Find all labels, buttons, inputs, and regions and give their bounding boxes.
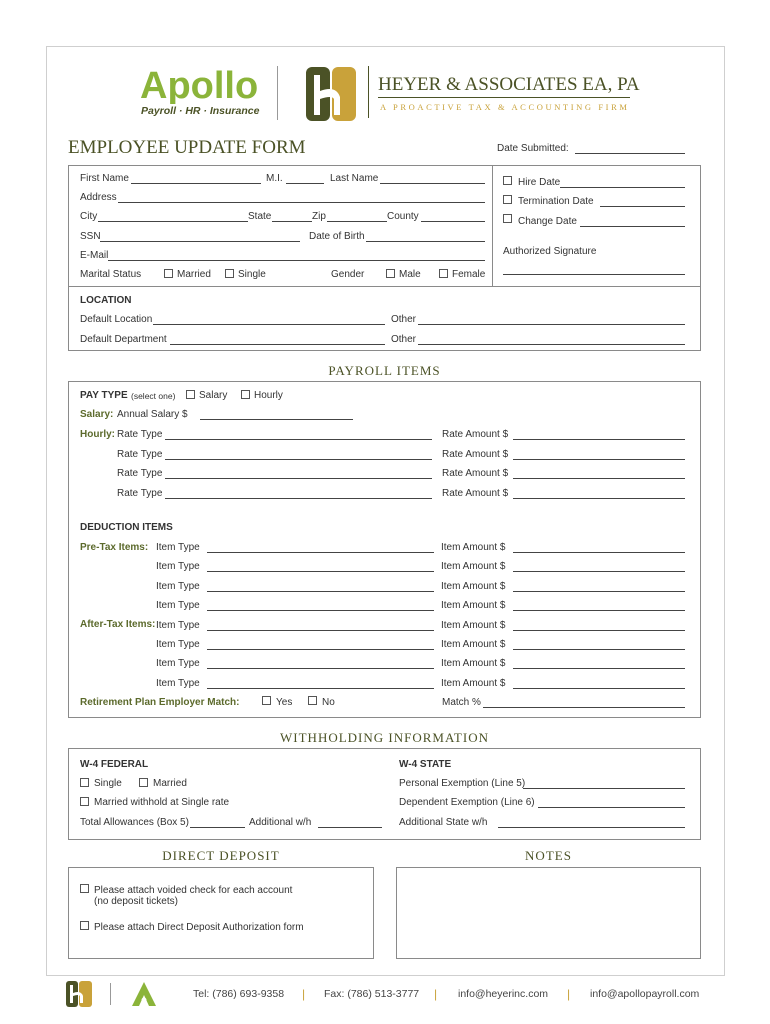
married-single-rate-label: Married withhold at Single rate	[94, 797, 230, 808]
apollo-wordmark: Apollo	[140, 65, 258, 104]
female-label: Female	[452, 269, 486, 280]
gender-label: Gender	[331, 269, 365, 280]
heyer-name-divider	[368, 66, 369, 118]
retirement-yes-checkbox[interactable]	[262, 696, 271, 705]
notes-box[interactable]	[396, 867, 701, 959]
county-label: County	[387, 211, 419, 222]
email-label: E-Mail	[80, 250, 109, 261]
location-other-label: Other	[391, 314, 417, 325]
married-single-rate-checkbox[interactable]	[80, 797, 89, 806]
last-name-label: Last Name	[330, 173, 379, 184]
termination-date-checkbox[interactable]	[503, 195, 512, 204]
match-pct-label: Match %	[442, 697, 481, 708]
federal-married-label: Married	[153, 778, 187, 789]
retirement-no-checkbox[interactable]	[308, 696, 317, 705]
termination-date-label: Termination Date	[518, 196, 594, 207]
additional-state-wh-label: Additional State w/h	[399, 817, 488, 828]
footer-separator-3: |	[567, 987, 571, 1001]
male-label: Male	[399, 269, 421, 280]
heyer-icon	[306, 67, 356, 126]
footer-apollo-icon	[130, 980, 158, 1013]
mi-label: M.I.	[266, 173, 283, 184]
change-date-label: Change Date	[518, 216, 577, 227]
no-deposit-tickets-label: (no deposit tickets)	[94, 896, 178, 907]
footer-separator-1: |	[302, 987, 306, 1001]
item-amount-field[interactable]	[513, 630, 685, 631]
footer-tel: Tel: (786) 693-9358	[193, 988, 285, 1000]
item-amount-field[interactable]	[513, 591, 685, 592]
female-checkbox[interactable]	[439, 269, 448, 278]
item-amount-field[interactable]	[513, 649, 685, 650]
apollo-tagline: Payroll · HR · Insurance	[141, 105, 260, 117]
last-name-field[interactable]	[380, 183, 485, 184]
state-label: State	[248, 211, 272, 222]
additional-wh-label: Additional w/h	[249, 817, 312, 828]
rate-amount-label: Rate Amount $	[442, 487, 509, 499]
date-submitted-label: Date Submitted:	[497, 143, 569, 154]
retirement-match-label: Retirement Plan Employer Match:	[80, 697, 240, 708]
footer-email-apollo[interactable]: info@apollopayroll.com	[590, 988, 700, 1000]
rate-type-label: Rate Type	[117, 468, 163, 479]
rate-amount-label: Rate Amount $	[442, 429, 509, 440]
authorized-signature-label: Authorized Signature	[503, 246, 597, 257]
item-amount-label: Item Amount $	[441, 677, 506, 689]
item-type-label: Item Type	[156, 619, 200, 631]
item-amount-label: Item Amount $	[441, 639, 506, 650]
retirement-yes-label: Yes	[276, 697, 293, 708]
county-field[interactable]	[421, 221, 485, 222]
rate-amount-field[interactable]	[513, 478, 685, 479]
married-checkbox[interactable]	[164, 269, 173, 278]
location-heading: LOCATION	[80, 295, 132, 306]
item-type-field[interactable]	[207, 571, 434, 572]
rate-amount-field[interactable]	[513, 459, 685, 460]
rate-type-label: Rate Type	[117, 487, 163, 499]
state-field[interactable]	[272, 221, 312, 222]
federal-single-checkbox[interactable]	[80, 778, 89, 787]
address-field[interactable]	[118, 202, 485, 203]
item-type-label: Item Type	[156, 600, 200, 612]
hourly-section-label: Hourly:	[80, 429, 115, 440]
hire-date-field[interactable]	[560, 187, 685, 188]
termination-date-field[interactable]	[600, 206, 685, 207]
annual-salary-label: Annual Salary $	[117, 409, 188, 420]
single-label: Single	[238, 269, 266, 280]
pay-type-label: PAY TYPE	[80, 390, 128, 401]
footer-logo-divider	[110, 983, 111, 1005]
total-allowances-label: Total Allowances (Box 5)	[80, 817, 189, 828]
form-title: EMPLOYEE UPDATE FORM	[68, 137, 306, 158]
voided-check-label: Please attach voided check for each account	[94, 885, 293, 896]
heyer-name-rule	[378, 97, 630, 98]
item-type-field[interactable]	[207, 668, 434, 669]
dd-form-label: Please attach Direct Deposit Authorization form	[94, 922, 304, 933]
default-location-label: Default Location	[80, 314, 153, 325]
item-amount-label: Item Amount $	[441, 561, 506, 573]
item-type-field[interactable]	[207, 649, 434, 650]
rate-amount-label: Rate Amount $	[442, 448, 509, 460]
item-amount-field[interactable]	[513, 688, 685, 689]
direct-deposit-heading: DIRECT DEPOSIT	[162, 848, 280, 863]
item-type-field[interactable]	[207, 591, 434, 592]
heyer-tagline: A PROACTIVE TAX & ACCOUNTING FIRM	[380, 102, 630, 112]
w4-state-heading: W-4 STATE	[399, 759, 452, 770]
additional-state-wh-field[interactable]	[498, 827, 685, 828]
authorized-signature-field[interactable]	[503, 274, 685, 275]
annual-salary-field[interactable]	[200, 419, 353, 420]
total-allowances-field[interactable]	[190, 827, 245, 828]
default-location-field[interactable]	[153, 324, 385, 325]
rate-type-label: Rate Type	[117, 448, 163, 460]
department-other-label: Other	[391, 334, 417, 345]
hire-date-checkbox[interactable]	[503, 176, 512, 185]
logo-divider	[277, 66, 278, 120]
item-type-label: Item Type	[156, 561, 200, 573]
rate-type-field[interactable]	[165, 478, 432, 479]
after-tax-label: After-Tax Items:	[80, 619, 156, 630]
default-department-field[interactable]	[170, 344, 385, 345]
item-amount-label: Item Amount $	[441, 542, 506, 553]
rate-type-field[interactable]	[165, 459, 432, 460]
item-amount-label: Item Amount $	[441, 580, 506, 592]
marital-status-label: Marital Status	[80, 269, 142, 280]
withholding-heading: WITHHOLDING INFORMATION	[280, 730, 489, 745]
item-amount-label: Item Amount $	[441, 600, 506, 612]
rate-type-field[interactable]	[165, 498, 432, 499]
department-other-field[interactable]	[418, 344, 685, 345]
first-name-field[interactable]	[131, 183, 261, 184]
rate-type-label: Rate Type	[117, 429, 163, 440]
item-type-label: Item Type	[156, 639, 200, 650]
change-date-checkbox[interactable]	[503, 214, 512, 223]
single-checkbox[interactable]	[225, 269, 234, 278]
deduction-items-heading: DEDUCTION ITEMS	[80, 522, 173, 533]
dependent-exemption-label: Dependent Exemption (Line 6)	[399, 797, 535, 808]
hourly-checkbox[interactable]	[241, 390, 250, 399]
change-date-field[interactable]	[580, 226, 685, 227]
employee-box-divider	[492, 165, 493, 286]
employee-box-hdivider	[68, 286, 701, 287]
hire-date-label: Hire Date	[518, 177, 561, 188]
dob-field[interactable]	[366, 241, 485, 242]
city-label: City	[80, 211, 98, 222]
dependent-exemption-field[interactable]	[538, 807, 685, 808]
footer-email-heyer[interactable]: info@heyerinc.com	[458, 988, 549, 1000]
item-type-label: Item Type	[156, 677, 200, 689]
item-type-label: Item Type	[156, 580, 200, 592]
item-type-field[interactable]	[207, 630, 434, 631]
footer-heyer-icon	[66, 981, 92, 1012]
male-checkbox[interactable]	[386, 269, 395, 278]
federal-single-label: Single	[94, 778, 122, 789]
pre-tax-label: Pre-Tax Items:	[80, 542, 149, 553]
heyer-firm-name: HEYER & ASSOCIATES EA, PA	[378, 74, 640, 95]
direct-deposit-box	[68, 867, 374, 959]
dd-form-checkbox[interactable]	[80, 921, 89, 930]
salary-option-label: Salary	[199, 390, 228, 401]
item-type-field[interactable]	[207, 552, 434, 553]
item-amount-field[interactable]	[513, 610, 685, 611]
personal-exemption-label: Personal Exemption (Line 5)	[399, 778, 526, 789]
location-other-field[interactable]	[418, 324, 685, 325]
salary-checkbox[interactable]	[186, 390, 195, 399]
rate-type-field[interactable]	[165, 439, 432, 440]
date-submitted-field[interactable]	[575, 153, 685, 154]
item-type-label: Item Type	[156, 542, 200, 553]
apollo-logo-mark	[140, 64, 258, 104]
voided-check-checkbox[interactable]	[80, 884, 89, 893]
select-one-hint: (select one)	[131, 391, 176, 401]
rate-amount-label: Rate Amount $	[442, 468, 509, 479]
match-pct-field[interactable]	[483, 707, 685, 708]
address-label: Address	[80, 192, 117, 203]
first-name-label: First Name	[80, 173, 129, 184]
payroll-items-heading: PAYROLL ITEMS	[328, 363, 441, 378]
notes-heading: NOTES	[525, 848, 572, 863]
email-field[interactable]	[108, 260, 485, 261]
footer-fax: Fax: (786) 513-3777	[324, 988, 420, 1000]
w4-federal-heading: W-4 FEDERAL	[80, 759, 149, 770]
hourly-option-label: Hourly	[254, 390, 283, 401]
footer-separator-2: |	[434, 987, 438, 1001]
item-amount-field[interactable]	[513, 571, 685, 572]
rate-amount-field[interactable]	[513, 439, 685, 440]
salary-section-label: Salary:	[80, 409, 114, 420]
personal-exemption-field[interactable]	[523, 788, 685, 789]
item-amount-field[interactable]	[513, 552, 685, 553]
additional-wh-field[interactable]	[318, 827, 382, 828]
item-amount-label: Item Amount $	[441, 619, 506, 631]
ssn-label: SSN	[80, 231, 101, 242]
item-amount-label: Item Amount $	[441, 658, 506, 670]
rate-amount-field[interactable]	[513, 498, 685, 499]
mi-field[interactable]	[286, 183, 324, 184]
ssn-field[interactable]	[100, 241, 300, 242]
dob-label: Date of Birth	[309, 231, 365, 242]
federal-married-checkbox[interactable]	[139, 778, 148, 787]
apollo-logo	[140, 64, 258, 109]
item-type-label: Item Type	[156, 658, 200, 670]
city-field[interactable]	[98, 221, 248, 222]
item-type-field[interactable]	[207, 610, 434, 611]
default-department-label: Default Department	[80, 334, 167, 345]
retirement-no-label: No	[322, 697, 335, 708]
item-type-field[interactable]	[207, 688, 434, 689]
zip-field[interactable]	[327, 221, 387, 222]
married-label: Married	[177, 269, 211, 280]
item-amount-field[interactable]	[513, 668, 685, 669]
zip-label: Zip	[312, 211, 326, 222]
